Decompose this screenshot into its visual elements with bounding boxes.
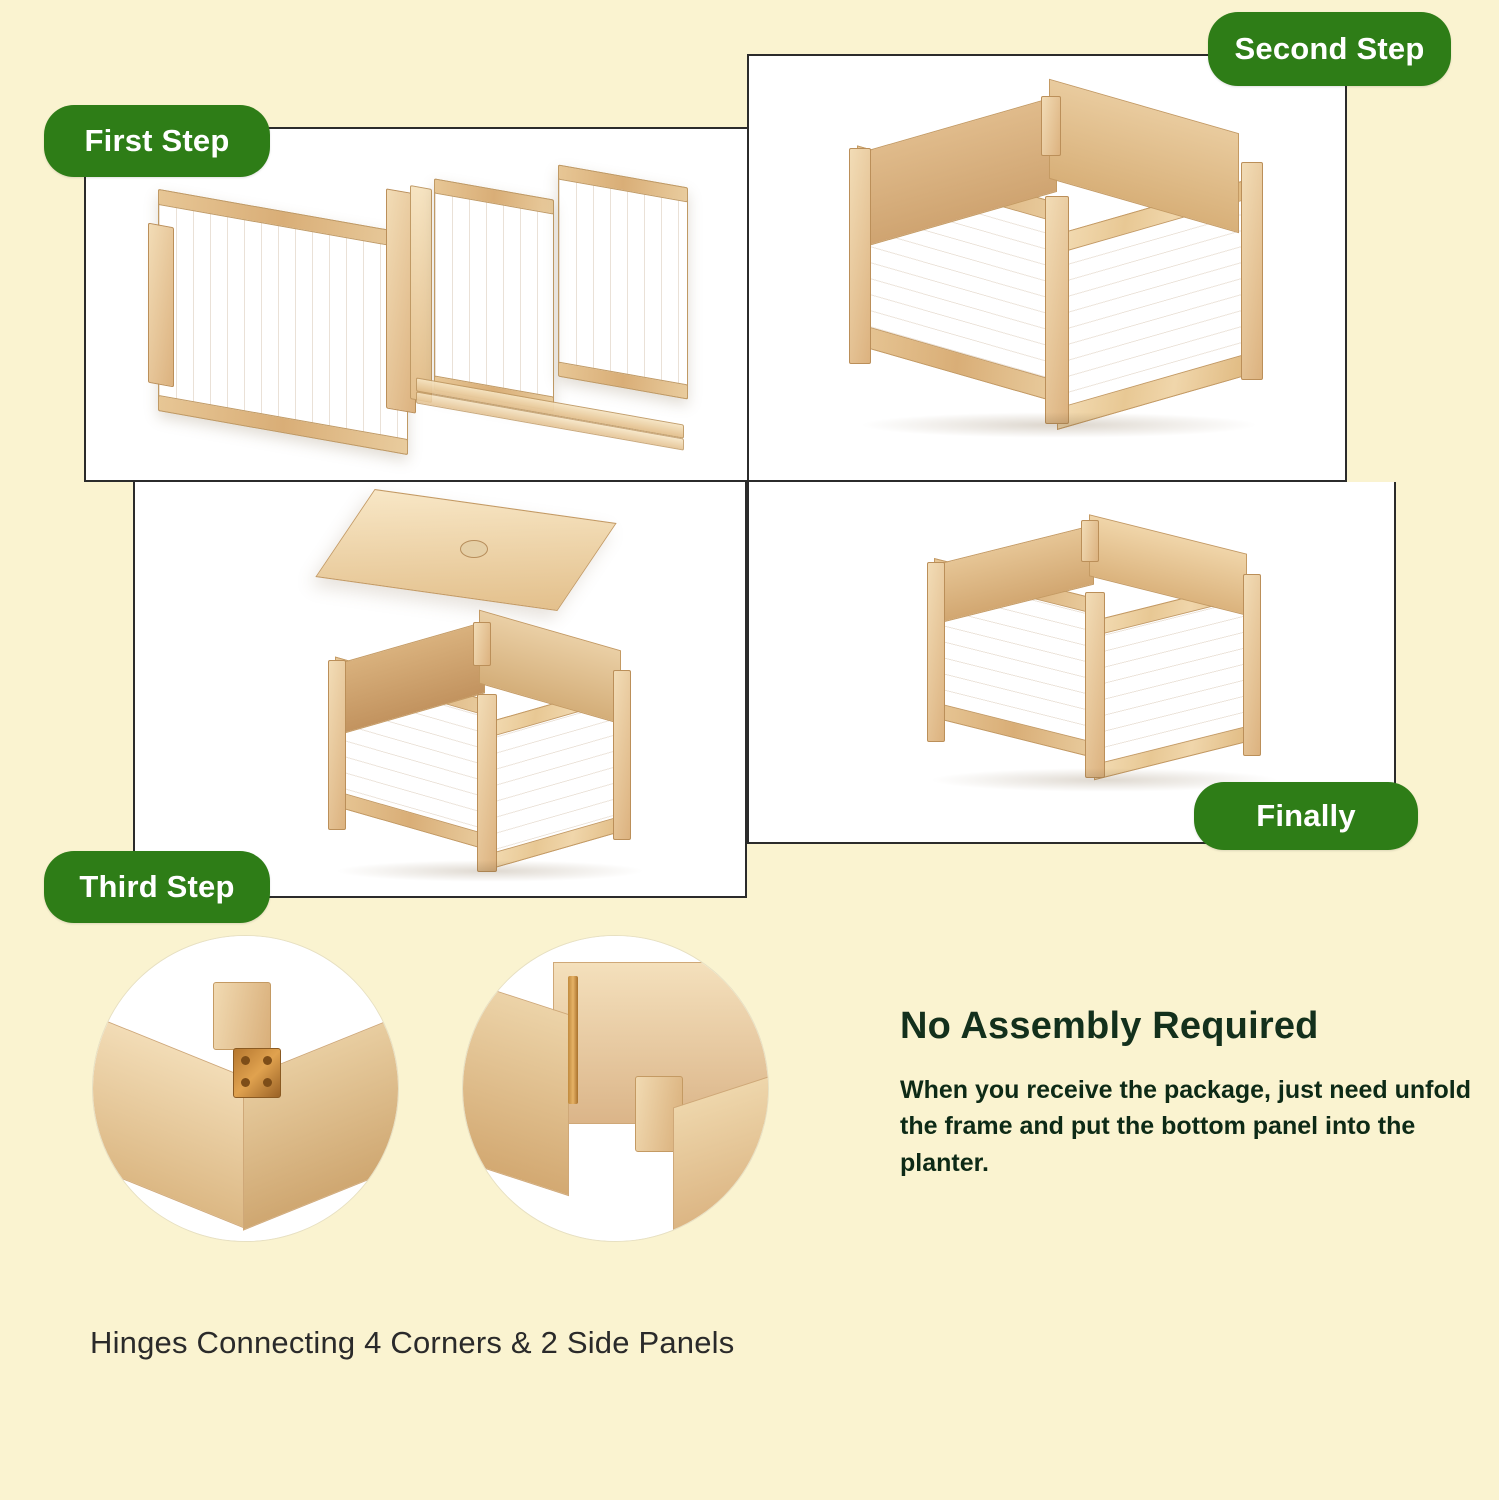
hinge-screw-4 bbox=[263, 1078, 272, 1087]
step-badge-third-label: Third Step bbox=[79, 869, 235, 904]
step-1-image-panel bbox=[84, 127, 747, 482]
folded-panel-middle bbox=[434, 178, 554, 411]
step-badge-third bbox=[44, 851, 270, 923]
hinges-caption: Hinges Connecting 4 Corners & 2 Side Panels bbox=[90, 1325, 735, 1360]
planter-top-rim-right bbox=[1089, 514, 1247, 615]
metal-hinge-icon bbox=[233, 1048, 281, 1098]
step-badge-second bbox=[1208, 12, 1451, 86]
step-badge-finally-label: Finally bbox=[1256, 798, 1356, 833]
step-badge-second-label: Second Step bbox=[1234, 31, 1425, 66]
corner-post-back bbox=[1081, 520, 1099, 562]
step-3-image-panel bbox=[133, 482, 747, 898]
corner-post-left-rear bbox=[849, 148, 871, 364]
drop-shadow bbox=[859, 412, 1259, 438]
step-badge-finally bbox=[1194, 782, 1418, 850]
bottom-board-drain-hole bbox=[460, 540, 488, 558]
corner-post-left-rear bbox=[927, 562, 945, 742]
corner-post-left bbox=[148, 223, 174, 388]
hinge-screw-1 bbox=[241, 1056, 250, 1065]
corner-post-right-rear bbox=[1243, 574, 1261, 756]
step-badge-first-label: First Step bbox=[84, 123, 230, 158]
drop-shadow bbox=[335, 860, 645, 882]
corner-post-front bbox=[1085, 592, 1105, 778]
panel-hinge-strip bbox=[568, 976, 578, 1104]
hinge-screw-3 bbox=[241, 1078, 250, 1087]
step-2-image-panel bbox=[747, 54, 1347, 482]
corner-post-left-rear bbox=[328, 660, 346, 830]
promo-headline: No Assembly Required bbox=[900, 1005, 1319, 1047]
folded-hinge-strip bbox=[410, 185, 432, 403]
corner-post-right-rear bbox=[1241, 162, 1263, 380]
bottom-panel-insert-illustration bbox=[135, 482, 745, 896]
hinge-panel-detail-photo bbox=[462, 935, 769, 1242]
panel-inner-left-wall bbox=[462, 978, 569, 1196]
hinge-corner-detail-photo bbox=[92, 935, 399, 1242]
promo-body: When you receive the package, just need unfold the frame and put the bottom panel into the planter. bbox=[900, 1076, 1471, 1177]
corner-post-right-rear bbox=[613, 670, 631, 840]
flat-packed-panels-illustration bbox=[86, 129, 747, 480]
step-badge-first bbox=[44, 105, 270, 177]
corner-post-back bbox=[1041, 96, 1061, 156]
corner-post-front bbox=[1045, 196, 1069, 424]
unfolded-frame-illustration bbox=[749, 56, 1345, 480]
corner-post-front bbox=[477, 694, 497, 872]
hinge-corner-post bbox=[213, 982, 271, 1050]
corner-post-back bbox=[473, 622, 491, 666]
hinge-screw-2 bbox=[263, 1056, 272, 1065]
